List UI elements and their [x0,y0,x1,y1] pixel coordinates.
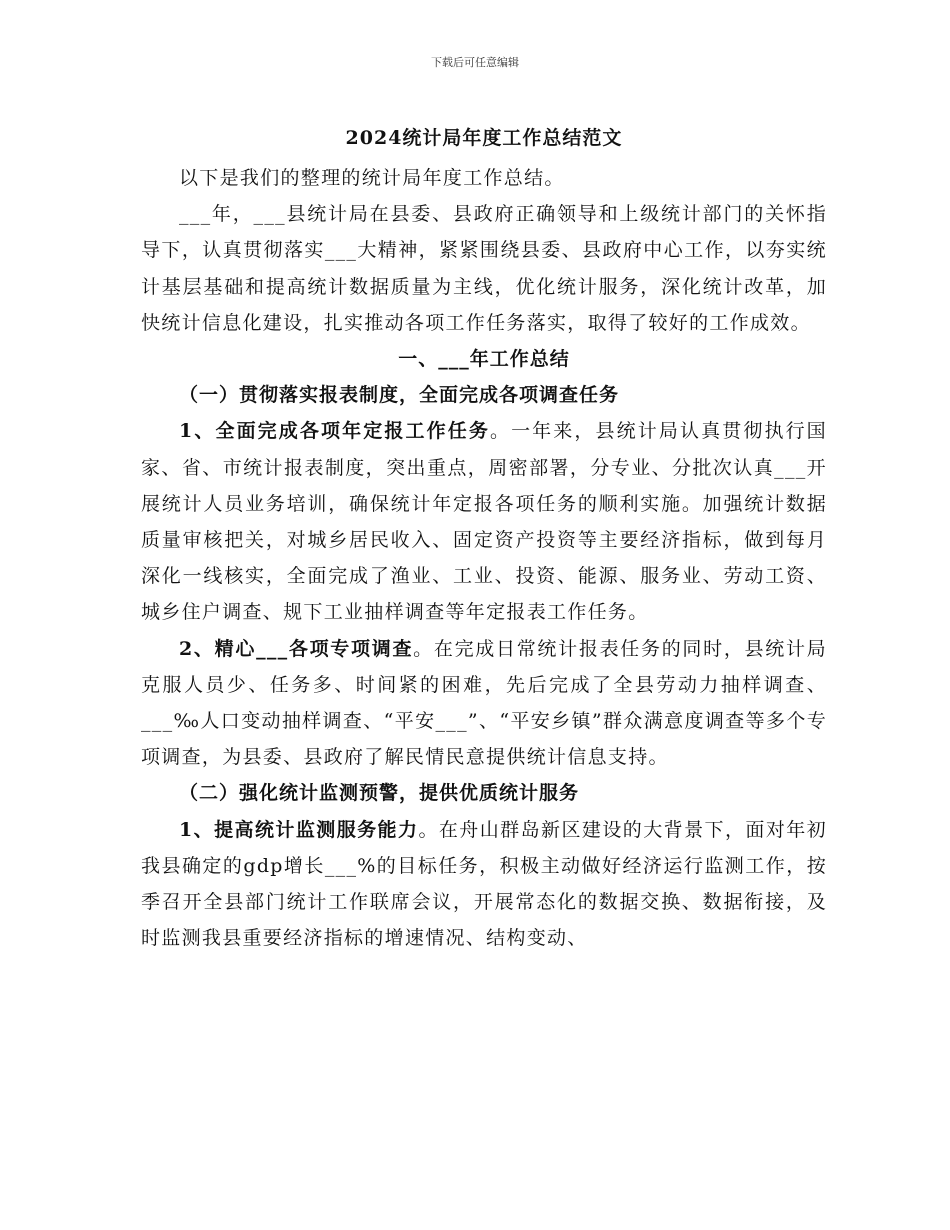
item-3-lead: 1、提高统计监测服务能力 [179,818,419,841]
header-note: 下载后可任意编辑 [431,56,519,69]
item-1-body: 。一年来，县统计局认真贯彻执行国家、省、市统计报表制度，突出重点，周密部署，分专业、分批次认真___开展统计人员业务培训，确保统计年定报各项任务的顺利实施。加强统计数据质量审核把关，对城乡居民收入、固定资产投资等主要经济指标，做到每月深化一线核实，全面完成了渔业、工业、投资、能源、服务业、劳动工资、城乡住户调查、规下工业抽样调查等年定报表工作任务。 [141,420,827,624]
intro-paragraph: 以下是我们的整理的统计局年度工作总结。 [179,167,565,189]
document-body [141,116,827,956]
paragraph-item-3 [141,812,827,957]
paragraph-item-2 [141,631,827,776]
subsection-heading-2: （二）强化统计监测预警，提供优质统计服务 [179,782,580,805]
document-title: 2024统计局年度工作总结范文 [345,127,623,149]
paragraph-overview: ___年，___县统计局在县委、县政府正确领导和上级统计部门的关怀指导下，认真贯彻落实___大精神，紧紧围绕县委、县政府中心工作，以夯实统计基层基础和提高统计数据质量为主线，优化统计服务，深化统计改革，加快统计信息化建设，扎实推动各项工作任务落实，取得了较好的工作成效。 [141,203,827,334]
paragraph-item-1 [141,413,827,630]
item-1-lead: 1、全面完成各项年定报工作任务 [179,420,490,443]
item-2-lead: 2、精心___各项专项调查 [179,637,414,660]
item-3-body: 。在舟山群岛新区建设的大背景下，面对年初我县确定的gdp增长___%的目标任务，积极主动做好经济运行监测工作，按季召开全县部门统计工作联席会议，开展常态化的数据交换、数据衔接，及时监测我县重要经济指标的增速情况、结构变动、 [141,818,827,950]
item-2-body: 。在完成日常统计报表任务的同时，县统计局克服人员少、任务多、时间紧的困难，先后完成了全县劳动力抽样调查、___‰人口变动抽样调查、“平安___”、“平安乡镇”群众满意度调查等多个专项调查，为县委、县政府了解民情民意提供统计信息支持。 [141,637,827,769]
subsection-heading-1: （一）贯彻落实报表制度，全面完成各项调查任务 [179,384,620,407]
section-heading-1: 一、___年工作总结 [398,348,570,371]
